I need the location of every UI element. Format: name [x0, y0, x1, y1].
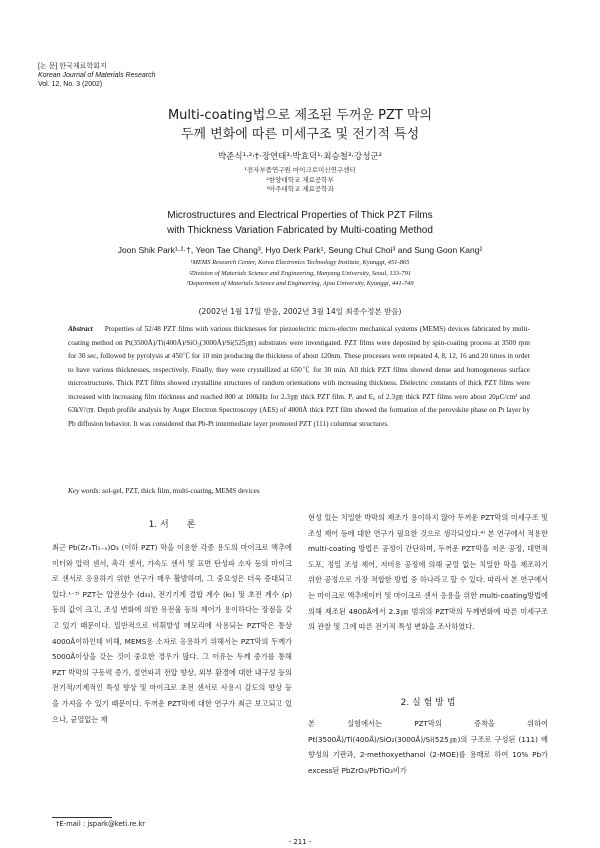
affil-kr-2: ²한양대학교 재료공학부	[266, 175, 334, 184]
affil-kr-3: ³아주대학교 재료공학과	[266, 185, 334, 193]
affil-kr-1: ¹전자부품연구원 마이크로미신연구센터	[244, 166, 356, 174]
journal-volume: Vol. 12, No. 3 (2002)	[38, 81, 103, 88]
journal-header	[38, 62, 156, 89]
section1-heading: 1. 서 론	[148, 520, 196, 530]
authors-korean: 박준식¹·²·†·장연태³·박효덕¹·최승철³·강성군²	[217, 152, 383, 162]
received-dates: (2002년 1월 17일 받음, 2002년 3월 14일 최종수정본 받음)	[198, 307, 402, 316]
affiliations-korean	[0, 166, 600, 195]
section1-body: 최근 Pb(ZrₓTi₁₋ₓ)O₃ (이하 PZT) 막을 이용한 각종 용도의 마이크로 액추에이터와 압력 센서, 촉각 센서, 가속도 센서 및 표면 탄성파 소자 등의 마이크로 센서로 응용하기 위한 연구가 매우 활발하며, 그 중요성은 더욱 증대되고 있다.¹⁻³⁾ PZT는 압전상수 (d₃₃), 전기기계 결합 계수 (kₜ) 및 초전 계수 (p) 등의 값이 크고, 조성 변화에 의한 유전율 등의 제어가 용이하다는 장점을 갖고 있기 때문이다. 일반적으로 비휘발성 메모리에 사용되는 PZT막은 통상 4000Å이하인데 비해, MEMS용 소자로 응용하기 위해서는 PZT막의 두께가 5000Å이상을 갖는 것이 중요한 경우가 많다. 그 이유는 두께 증가를 통해 PZT 박막의 구동력 증가, 절연파괴 전압 향상, 외부 환경에 대한 내구성 등의 전기적/기계적인 특성 향상 및 마이크로 초전 센서로 사용시 감도의 향상 등을 가져올 수 있기 때문이다. 두꺼운 PZT막에 대한 연구가 최근 보고되고 있으나, 균열없는 재	[52, 543, 292, 724]
footnote-email: †E-mail : jspark@keti.re.kr	[56, 820, 146, 828]
keywords	[68, 487, 530, 495]
title-en-line2: with Thickness Variation Fabricated by Multi-coating Method	[167, 225, 433, 236]
journal-name-kr: [논 문] 한국재료학회지	[38, 63, 107, 70]
page-number: - 211 -	[288, 838, 312, 846]
section2-body: 본 실험에서는 PZT막의 증착을 위하여 Pt(3500Å)/Ti(400Å)/SiO₂(3000Å)/Si(525㎛)의 구조로 구성된 (111) 배향성의 기판과, 2-methoxyethanol (2-MOE)를 용매로 하여 10% Pb가 excess된 PbZrO₃/PbTiO₃비가	[308, 719, 548, 775]
affil-en-2: ²Division of Materials Science and Engineering, Hanyang University, Seoul, 133-791	[188, 269, 412, 277]
keywords-text: : sol-gel, PZT, thick film, multi-coating, MEMS devices	[98, 487, 260, 495]
abstract-label: Abstract	[68, 325, 93, 333]
title-kr-line1: Multi-coating법으로 제조된 두꺼운 PZT 막의	[167, 108, 433, 123]
affil-en-1: ¹MEMS Research Center, Korea Electronics Technology Institute, Kyunggi, 451-865	[190, 259, 410, 266]
abstract	[68, 323, 530, 431]
title-english	[0, 208, 600, 238]
section2-heading: 2. 실 험 방 법	[400, 698, 456, 708]
title-kr-line2: 두께 변화에 따른 미세구조 및 전기적 특성	[180, 127, 420, 142]
title-korean	[0, 106, 600, 144]
abstract-text: Properties of 52/48 PZT films with various thicknesses for piezoelectric micro-electro mechanical systems (MEMS) devices fabricated by multi-coating method on Pt(3500Å)/Ti(400Å)/SiO₂(3000Å)/Si(525㎛) substrates were investigated. PZT films were deposited by spin-coating process at 3500 rpm for 30 sec, followed by pyrolysis at 450℃ for 10 min producing the thickness of about 120nm. These processes were repeated 4, 8, 12, 16 and 20 times in order to have various thicknesses, respectively. Finally, they were crystallized at 650℃ for 30 min. All thick PZT films showed dense and homogeneous surface microstructures. Thick PZT films showed crystalline structures of random orientations with increasing thickness. Dielectric constants of thick PZT films were increased with increasing film thickness and reached 800 at 100kHz for 2.3㎛ thick PZT film. Pᵣ and E꜀ of 2.3㎛ thick PZT films were about 20μC/cm² and 63kV/㎝. Depth profile analysis by Auger Electron Spectroscopy (AES) of 4800Å thick PZT film showed the formation of the perovskite phase on Pt layer by Pb diffusion behavior. It was considered that Pb-Pt intermediate layer promoted PZT (111) columnar structures.	[68, 325, 530, 428]
keywords-label: Key words	[68, 487, 99, 495]
title-en-line1: Microstructures and Electrical Properties of Thick PZT Films	[167, 210, 433, 221]
footnote-divider	[52, 817, 112, 818]
affil-en-3: ³Department of Materials Science and Engineering, Ajou University, Kyunggi, 441-749	[186, 280, 414, 287]
journal-name-en: Korean Journal of Materials Research	[38, 72, 156, 79]
authors-english: Joon Shik Park¹·²·†, Yeon Tae Chang³, Hyo Derk Park¹, Seung Chul Choi³ and Sung Goon Kang²	[117, 245, 483, 255]
intro-continuation: 현성 있는 치밀한 박막의 제조가 용이하지 않아 두꺼운 PZT막의 미세구조 및 조성 제어 등에 대한 연구가 필요한 것으로 생각되었다.⁴⁾ 본 연구에서 적용한 multi-coating 방법은 공정이 간단하며, 두꺼운 PZT막을 저온 공정, 대면적 도포, 정밀 조성 제어, 저비용 공정에 의해 균열 없는 치밀한 막을 제조하기 위한 공정으로 가장 적합한 방법 중 하나라고 할 수 있다. 따라서 본 연구에서는 마이크로 액추에이터 및 마이크로 센서 응용을 위한 multi-coating방법에 의해 제조된 4800Å에서 2.3㎛ 범위의 PZT막의 두께변화에 따른 미세구조의 관찰 및 그에 따른 전기적 특성 변화을 조사하였다.	[308, 513, 548, 632]
affiliations-english	[0, 258, 600, 290]
